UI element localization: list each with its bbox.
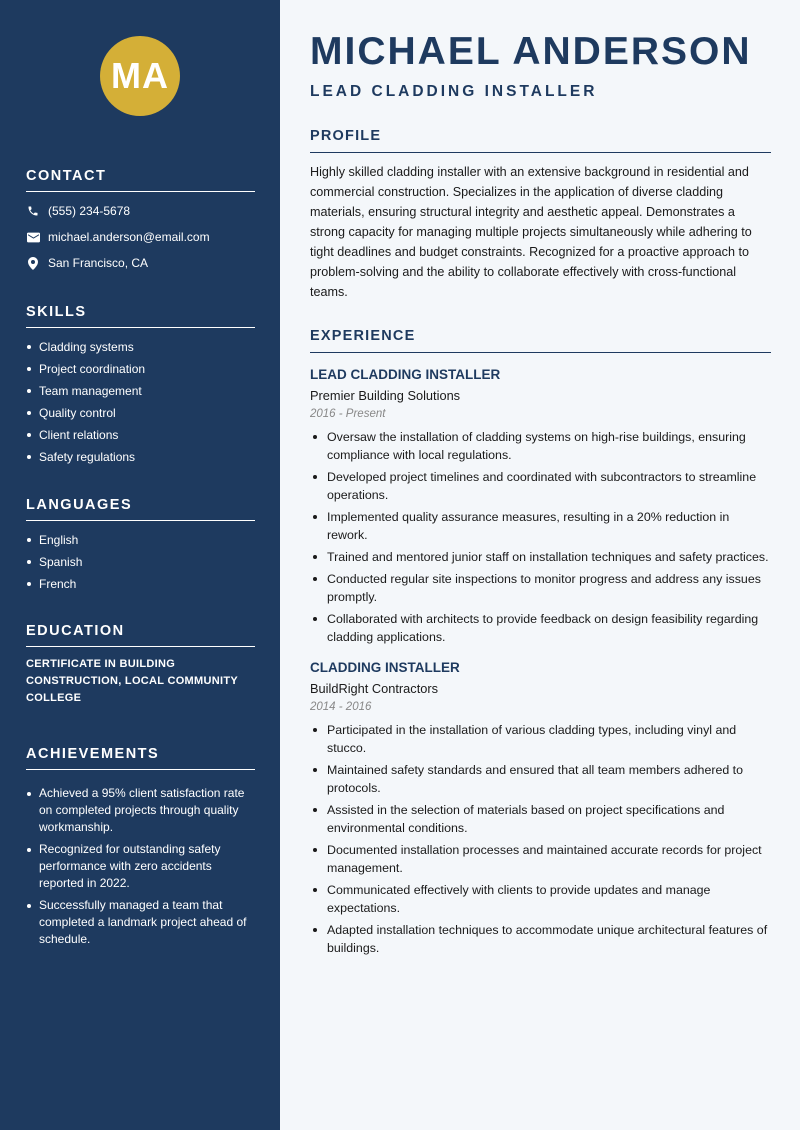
profile-section	[310, 128, 771, 302]
skills-title: SKILLS	[26, 304, 255, 328]
job-title: LEAD CLADDING INSTALLER	[310, 367, 501, 382]
education-section	[26, 623, 255, 707]
job-bullets	[310, 721, 771, 957]
company-name: Premier Building Solutions	[310, 388, 461, 403]
list-item: Successfully managed a team that completed a landmark project ahead of schedule.	[26, 897, 255, 948]
job-entry	[310, 660, 771, 957]
contact-phone	[26, 198, 255, 224]
list-item: Quality control	[26, 402, 255, 424]
phone-icon	[26, 204, 40, 218]
location-text: San Francisco, CA	[48, 256, 149, 270]
profile-text: Highly skilled cladding installer with an extensive background in residential and commercial construction. Specializes in the application of diverse cladding materials, ensuring structural integrity and aesthetic appeal. Demonstrates a strong capacity for managing multiple projects simultaneously while adhering to tight deadlines and budget constraints. Recognized for a proactive approach to problem-solving and the ability to collaborate effectively with cross-functional teams.	[310, 165, 752, 299]
email-text[interactable]: michael.anderson@email.com	[48, 230, 210, 244]
education-entry: CERTIFICATE IN BUILDING CONSTRUCTION, LOCAL COMMUNITY COLLEGE	[26, 658, 238, 704]
job-entry	[310, 367, 771, 646]
job-dates: 2016 - Present	[310, 408, 386, 420]
skills-list	[26, 336, 255, 468]
email-icon	[26, 230, 40, 244]
list-item: Team management	[26, 380, 255, 402]
education-title: EDUCATION	[26, 623, 255, 647]
avatar-initials: MA	[111, 55, 169, 96]
list-item: Documented installation processes and maintained accurate records for project management.	[310, 841, 771, 877]
list-item: Developed project timelines and coordinated with subcontractors to streamline operations.	[310, 468, 771, 504]
list-item: Implemented quality assurance measures, resulting in a 20% reduction in rework.	[310, 508, 771, 544]
list-item: Safety regulations	[26, 446, 255, 468]
avatar	[100, 36, 180, 116]
list-item: Client relations	[26, 424, 255, 446]
contact-title: CONTACT	[26, 168, 255, 192]
list-item: Oversaw the installation of cladding systems on high-rise buildings, ensuring compliance with local regulations.	[310, 428, 771, 464]
list-item: Adapted installation techniques to accommodate unique architectural features of buildings.	[310, 921, 771, 957]
job-dates: 2014 - 2016	[310, 701, 372, 713]
candidate-name: MICHAEL ANDERSON	[310, 30, 752, 73]
job-title: CLADDING INSTALLER	[310, 660, 460, 675]
company-name: BuildRight Contractors	[310, 681, 439, 696]
list-item: Project coordination	[26, 358, 255, 380]
list-item: Assisted in the selection of materials based on project specifications and environmental conditions.	[310, 801, 771, 837]
achievements-title: ACHIEVEMENTS	[26, 746, 255, 770]
list-item: Maintained safety standards and ensured that all team members adhered to protocols.	[310, 761, 771, 797]
achievements-list	[26, 785, 255, 948]
languages-section	[26, 497, 255, 595]
list-item: French	[26, 573, 255, 595]
contact-location	[26, 250, 255, 276]
list-item: Cladding systems	[26, 336, 255, 358]
skills-section	[26, 304, 255, 468]
profile-title: PROFILE	[310, 128, 771, 153]
contact-email	[26, 224, 255, 250]
list-item: Conducted regular site inspections to monitor progress and address any issues promptly.	[310, 570, 771, 606]
list-item: Trained and mentored junior staff on installation techniques and safety practices.	[310, 548, 771, 566]
achievements-section	[26, 746, 255, 953]
list-item: Collaborated with architects to provide feedback on design feasibility regarding cladding applications.	[310, 610, 771, 646]
sidebar	[0, 0, 280, 1130]
contact-section	[26, 168, 255, 276]
location-pin-icon	[26, 256, 40, 270]
list-item: Participated in the installation of various cladding types, including vinyl and stucco.	[310, 721, 771, 757]
job-bullets	[310, 428, 771, 646]
languages-title: LANGUAGES	[26, 497, 255, 521]
list-item: Communicated effectively with clients to provide updates and manage expectations.	[310, 881, 771, 917]
languages-list	[26, 529, 255, 595]
list-item: Achieved a 95% client satisfaction rate on completed projects through quality workmanship.	[26, 785, 255, 836]
experience-title: EXPERIENCE	[310, 328, 771, 353]
candidate-role: LEAD CLADDING INSTALLER	[310, 83, 598, 100]
list-item: English	[26, 529, 255, 551]
phone-text[interactable]: (555) 234-5678	[48, 204, 131, 218]
list-item: Spanish	[26, 551, 255, 573]
experience-section	[310, 328, 771, 961]
list-item: Recognized for outstanding safety performance with zero accidents reported in 2022.	[26, 841, 255, 892]
